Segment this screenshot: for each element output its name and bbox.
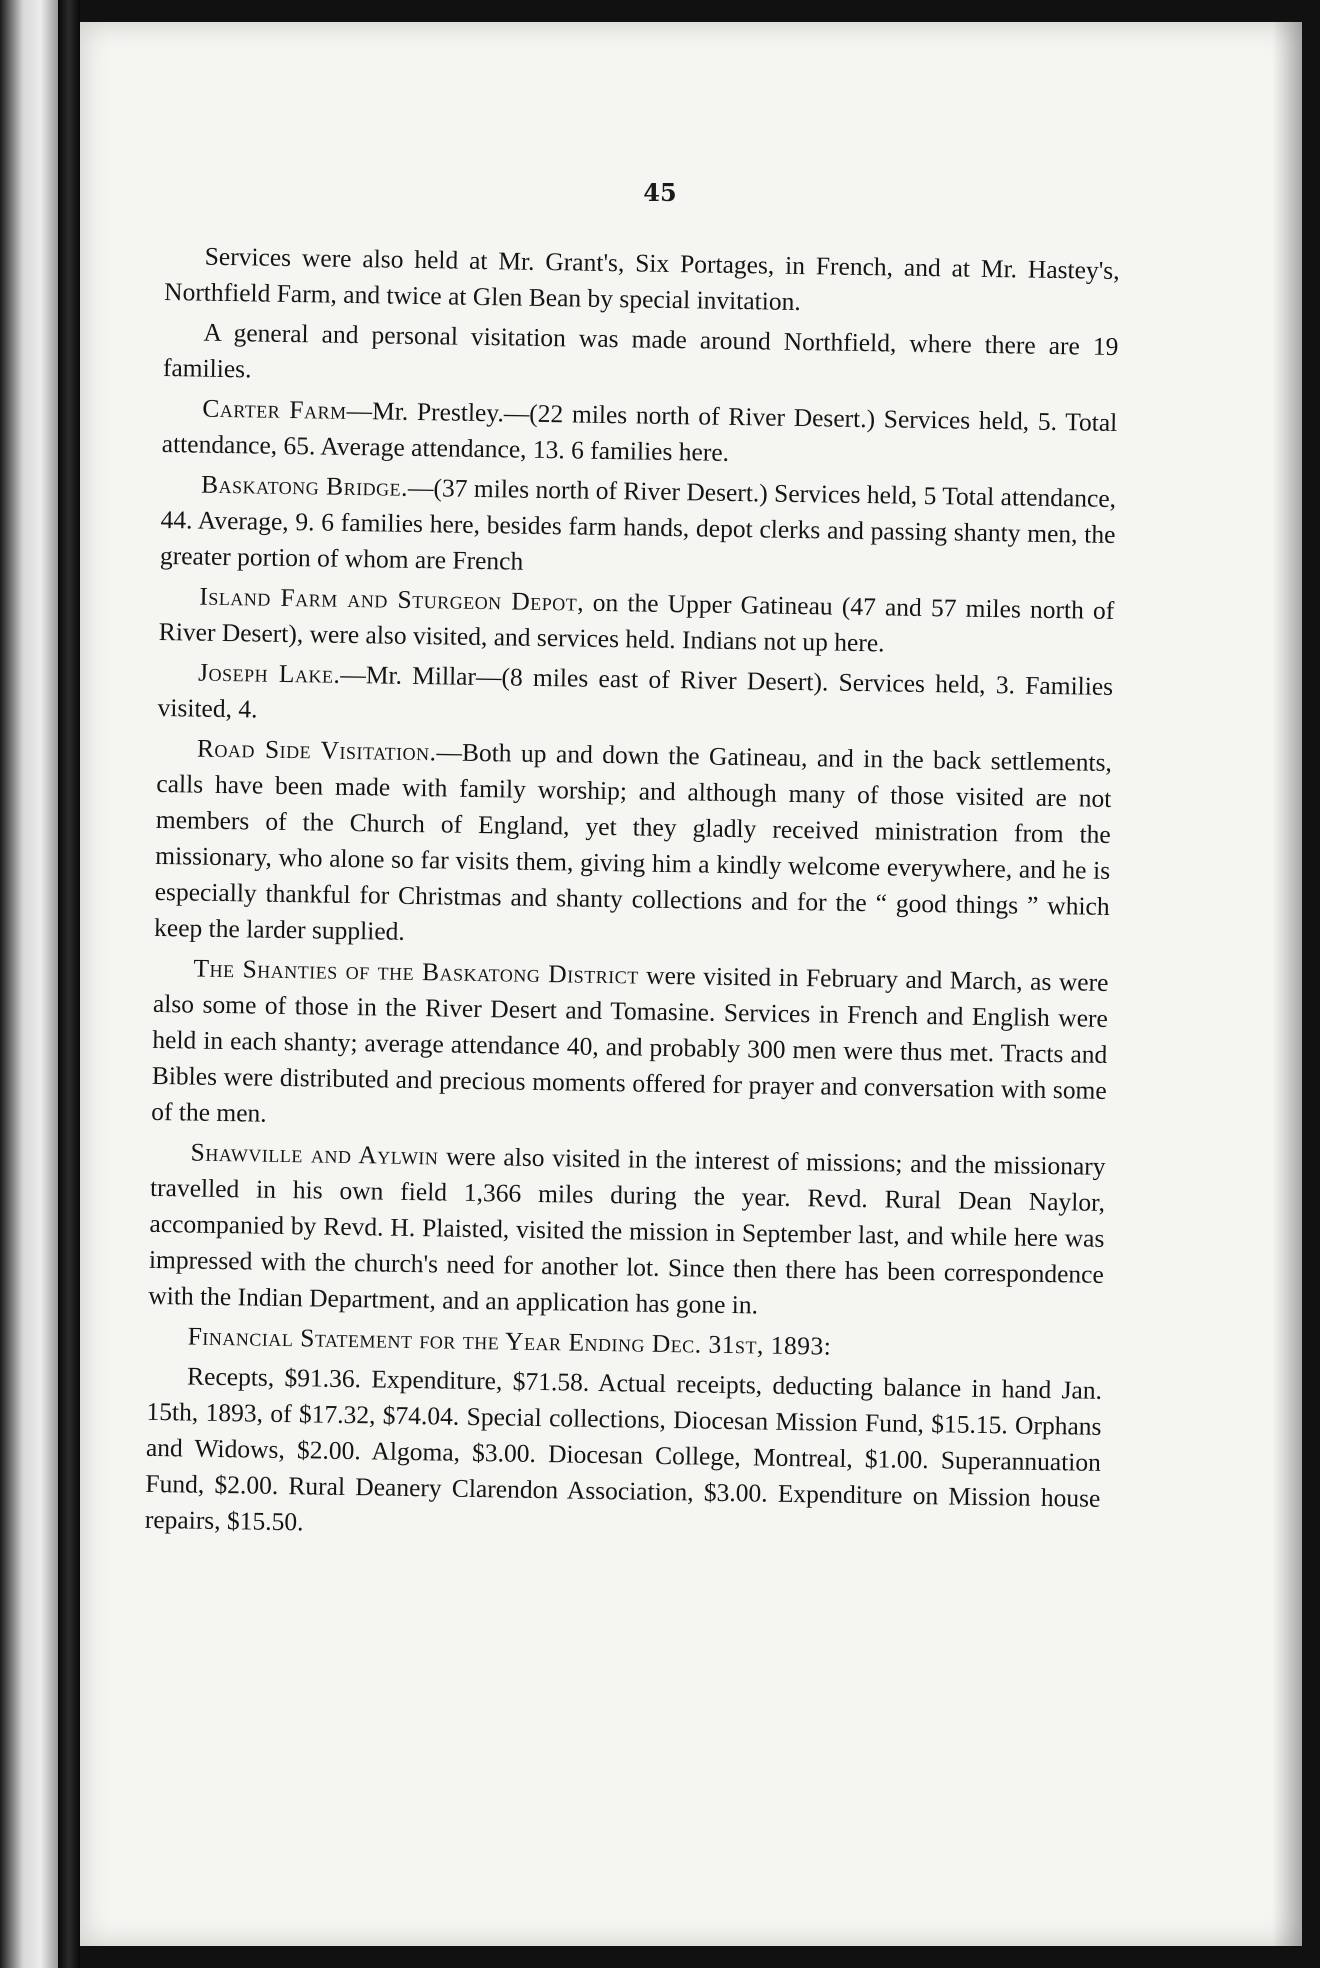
- page-text: [145, 238, 1120, 1557]
- facing-page-edge: [0, 0, 58, 1968]
- page-edge-shadow: [1272, 22, 1302, 1946]
- paragraph: [159, 578, 1115, 665]
- paragraph: [163, 314, 1119, 401]
- paragraph-heading: Island Farm and Sturgeon Depot: [199, 581, 578, 617]
- paragraph-body: Recepts, $91.36. Expenditure, $71.58. Actual receipts, deducting balance in hand Jan. 15th, 1893, of $17.32, $74.04. Special collections, Diocesan Mission Fund, $15.15. Orphans and Widows, $2.00. Algoma, $3.00. Diocesan College, Montreal, $1.00. Superannuation Fund, $2.00. Rural Deanery Clarendon Association, $3.00. Expenditure on Mission house repairs, $15.50.: [144, 1361, 1103, 1537]
- paragraph-body: —Mr. Prestley.—(22 miles north of River Desert.) Services held, 5. Total attendance, 65. Average attendance, 13. 6 families here.: [161, 395, 1118, 467]
- paragraph: [157, 654, 1113, 741]
- paragraph-heading: Joseph Lake.: [197, 657, 341, 689]
- paragraph: [161, 390, 1117, 477]
- paragraph-body: were visited in February and March, as were also some of those in the River Desert and Tomasine. Services in French and English were held in each shanty; average attendance 40, and probably 300 men were thus met. Tracts and Bibles were distributed and precious moments offered for prayer and conversation with some of the men.: [151, 960, 1109, 1128]
- paragraph: [151, 950, 1109, 1145]
- paragraph: [160, 466, 1117, 589]
- paragraph-heading: Shawville and Aylwin: [190, 1137, 439, 1171]
- book-spine: [58, 0, 80, 1968]
- paragraph-body: —Both up and down the Gatineau, and in the back settlements, calls have been made with family worship; and although many of those visited are not members of the Church of England, yet they gladly received ministration from the missionary, who alone so far visits them, giving him a kindly welcome everywhere, and he is especially thankful for Christmas and shanty collections and for the “ good things ” which keep the larder supplied.: [153, 737, 1113, 946]
- paragraph-heading: Financial Statement for the Year Ending Dec. 31st, 1893: [187, 1321, 825, 1361]
- page-number: 45: [643, 178, 677, 207]
- paragraph-body: , on the Upper Gatineau (47 and 57 miles north of River Desert), were also visited, and services held. Indians not up here.: [158, 587, 1115, 658]
- paragraph-body: A general and personal visitation was made around Northfield, where there are 19 families.: [162, 317, 1119, 384]
- paragraph-body: :: [823, 1331, 832, 1361]
- paragraph-body: —(37 miles north of River Desert.) Services held, 5 Total attendance, 44. Average, 9. 6 families here, besides farm hands, depot clerks and passing shanty men, the greater portion of whom are French: [159, 472, 1117, 576]
- paragraph-heading: Road Side Visitation.: [196, 733, 437, 767]
- paragraph-heading: Baskatong Bridge.: [200, 469, 409, 502]
- paragraph-body: were also visited in the interest of missions; and the missionary travelled in his own field 1,366 miles during the year. Revd. Rural Dean Naylor, accompanied by Revd. H. Plaisted, visited the mission in September last, and while here was impressed with the church's need for another lot. Since then there has been correspondence with the Indian Department, and an application has gone in.: [148, 1141, 1106, 1320]
- paragraph: [148, 1134, 1106, 1329]
- paragraph-heading: The Shanties of the Baskatong District: [193, 953, 639, 990]
- paragraph: [154, 730, 1112, 961]
- paragraph-body: —Mr. Millar—(8 miles east of River Desert). Services held, 3. Families visited, 4.: [157, 659, 1114, 724]
- paragraph-body: Services were also held at Mr. Grant's, Six Portages, in French, and at Mr. Hastey's, Northfield Farm, and twice at Glen Bean by special invitation.: [163, 241, 1120, 316]
- paragraph-heading: Carter Farm: [202, 393, 347, 425]
- paragraph: [145, 1358, 1103, 1553]
- paragraph: [164, 238, 1120, 325]
